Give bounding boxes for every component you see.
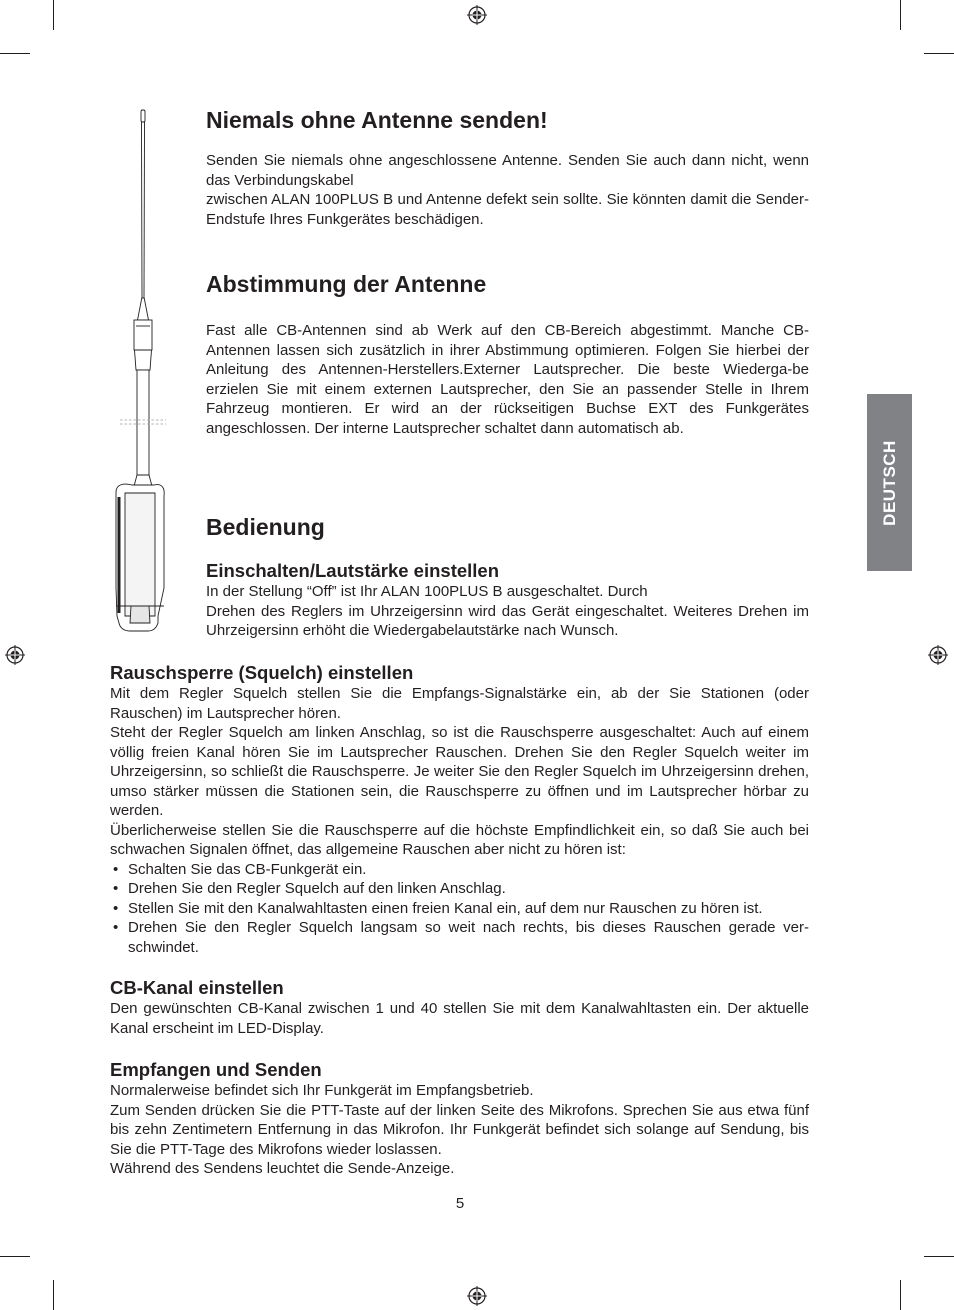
section-title: Bedienung [206, 514, 325, 540]
list-item: • Schalten Sie das CB-Funkgerät ein. [110, 860, 809, 880]
registration-mark-icon [928, 645, 948, 665]
paragraph: Normalerweise befindet sich Ihr Funkgerät im Empfangsbetrieb. [110, 1082, 534, 1099]
list-item: • Stellen Sie mit den Kanalwahltasten einen freien Kanal ein, auf dem nur Rauschen zu hören ist. [110, 899, 809, 919]
paragraph: Während des Sendens leuchtet die Sende-Anzeige. [110, 1160, 455, 1177]
section-title: Abstimmung der Antenne [206, 271, 487, 297]
crop-mark [924, 53, 954, 54]
paragraph: Drehen des Reglers im Uhrzeigersinn wird das Gerät eingeschaltet. Weiteres Drehen im Uhrzeigersinn erhöht die Wiedergabelautstärke nach Wunsch. [206, 602, 809, 639]
section-body [110, 999, 809, 1038]
paragraph: Den gewünschten CB-Kanal zwischen 1 und 40 stellen Sie mit dem Kanalwahltasten ein. Der aktuelle Kanal erscheint im LED-Display. [110, 1000, 809, 1037]
section-body [206, 151, 809, 229]
antenna-illustration [108, 108, 170, 636]
subsection-title: Einschalten/Lautstärke einstellen [206, 560, 500, 581]
crop-mark [53, 0, 54, 30]
list-item: • Drehen Sie den Regler Squelch auf den linken Anschlag. [110, 879, 809, 899]
crop-mark [53, 1280, 54, 1310]
registration-mark-icon [467, 5, 487, 25]
crop-mark [900, 0, 901, 30]
paragraph: Fast alle CB-Antennen sind ab Werk auf den CB-Bereich abgestimmt. Manche CB-Antennen lassen sich zusätzlich in ihrer Abstimmung optimieren. Folgen Sie hierbei der Anleitung des Antennen-Herstellers.Externer Lautsprecher. Die beste Wiederga-be erzielen Sie mit einem externen Lautsprecher, den Sie an passender Stelle in Ihrem Fahrzeug montieren. Er wird an der rückseitigen Buchse EXT des Funkgerätes angeschlossen. Der interne Lautsprecher schaltet dann automatisch ab. [206, 322, 809, 437]
paragraph: Zum Senden drücken Sie die PTT-Taste auf der linken Seite des Mikrofons. Sprechen Sie aus etwa fünf bis zehn Zentimetern Entfernung in das Mikrofon. Ihr Funkgerät befindet sich solange auf Sendung, bis Sie die PTT-Tage des Mikrofons wieder loslassen. [110, 1101, 809, 1158]
section-body [110, 684, 809, 957]
page-number: 5 [455, 1195, 465, 1212]
section-body [206, 582, 809, 641]
bullet-list [110, 860, 809, 958]
subsection-title: Empfangen und Senden [110, 1059, 322, 1080]
language-tab [867, 394, 912, 571]
section-body [206, 321, 809, 438]
section-title: Niemals ohne Antenne senden! [206, 107, 548, 133]
section-body [110, 1081, 809, 1179]
list-item: • Drehen Sie den Regler Squelch langsam so weit nach rechts, bis dieses Rauschen gerade ver-schwindet. [110, 918, 809, 957]
registration-mark-icon [5, 645, 25, 665]
subsection-title: Rauschsperre (Squelch) einstellen [110, 662, 414, 683]
paragraph: Mit dem Regler Squelch stellen Sie die Empfangs-Signalstärke ein, ab der Sie Stationen (oder Rauschen) im Lautsprecher hören. [110, 685, 809, 722]
language-tab-label: DEUTSCH [879, 439, 899, 526]
crop-mark [900, 1280, 901, 1310]
crop-mark [0, 1256, 30, 1257]
paragraph: Überlicherweise stellen Sie die Rauschsperre auf die höchste Empfindlichkeit ein, so daß Sie auch bei schwachen Signalen öffnet, das allgemeine Rauschen aber nicht zu hören ist: [110, 821, 809, 858]
paragraph: In der Stellung “Off” ist Ihr ALAN 100PLUS B ausgeschaltet. Durch [206, 583, 648, 600]
crop-mark [0, 53, 30, 54]
paragraph: zwischen ALAN 100PLUS B und Antenne defekt sein sollte. Sie könnten damit die Sender-Endstufe Ihres Funkgerätes beschädigen. [206, 191, 809, 228]
paragraph: Steht der Regler Squelch am linken Anschlag, so ist die Rauschsperre ausgeschaltet: Auch auf einem völlig freien Kanal hören Sie im Lautsprecher Rauschen. Drehen Sie den Regler Squelch weiter im Uhrzeigersinn, so schließt die Rauschsperre. Je weiter Sie den Regler Squelch im Uhrzeigersinn drehen, umso stärker müssen die Stationen sein, die Rauschsperre zu öffnen und im Lautsprecher hörbar zu werden. [110, 724, 809, 819]
crop-mark [924, 1256, 954, 1257]
registration-mark-icon [467, 1286, 487, 1306]
paragraph: Senden Sie niemals ohne angeschlossene Antenne. Senden Sie auch dann nicht, wenn das Verbindungskabel [206, 152, 809, 189]
subsection-title: CB-Kanal einstellen [110, 977, 284, 998]
